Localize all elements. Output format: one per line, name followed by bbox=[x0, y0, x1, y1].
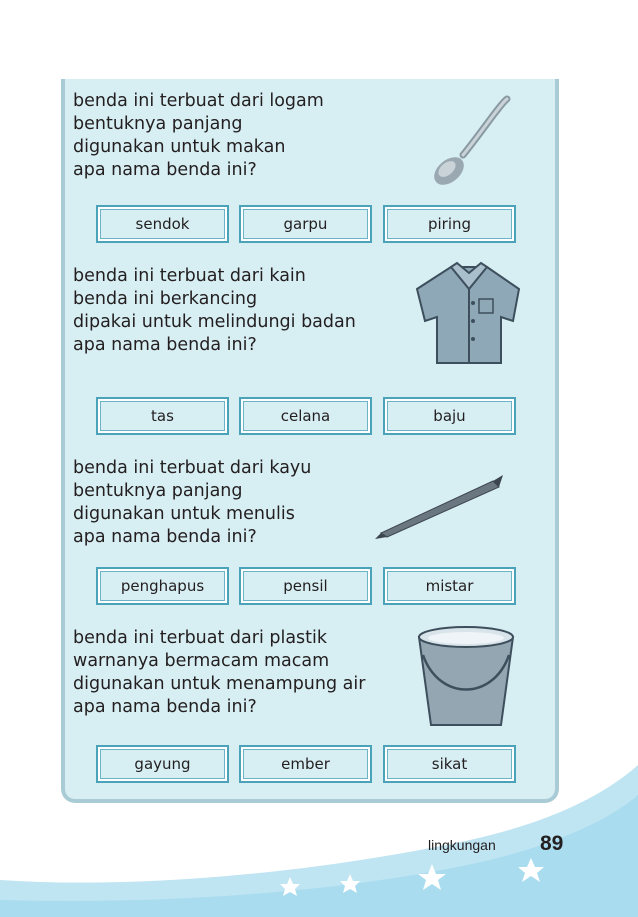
bucket-image bbox=[409, 621, 524, 731]
option-pensil[interactable]: pensil bbox=[239, 567, 372, 605]
option-ember[interactable]: ember bbox=[239, 745, 372, 783]
option-tas[interactable]: tas bbox=[96, 397, 229, 435]
question-1-text bbox=[73, 90, 393, 182]
spoon-image bbox=[425, 93, 525, 193]
question-3-text bbox=[73, 457, 393, 549]
question-line: digunakan untuk menulis bbox=[73, 504, 295, 524]
question-line: benda ini berkancing bbox=[73, 289, 258, 309]
question-line: dipakai untuk melindungi badan bbox=[73, 312, 356, 332]
footer-section-label: lingkungan bbox=[428, 837, 496, 853]
question-line: digunakan untuk menampung air bbox=[73, 674, 366, 694]
question-3-options bbox=[96, 567, 536, 605]
question-line: benda ini terbuat dari kayu bbox=[73, 458, 312, 478]
question-line: apa nama benda ini? bbox=[73, 527, 257, 547]
option-gayung[interactable]: gayung bbox=[96, 745, 229, 783]
option-baju[interactable]: baju bbox=[383, 397, 516, 435]
option-sendok[interactable]: sendok bbox=[96, 205, 229, 243]
question-2-options bbox=[96, 397, 536, 435]
question-line: bentuknya panjang bbox=[73, 481, 243, 501]
question-line: digunakan untuk makan bbox=[73, 137, 286, 157]
question-1-options bbox=[96, 205, 536, 243]
option-penghapus[interactable]: penghapus bbox=[96, 567, 229, 605]
question-line: benda ini terbuat dari kain bbox=[73, 266, 306, 286]
question-4-text bbox=[73, 627, 393, 719]
page-number: 89 bbox=[540, 832, 564, 855]
question-line: warnanya bermacam macam bbox=[73, 651, 330, 671]
question-line: benda ini terbuat dari logam bbox=[73, 91, 324, 111]
pencil-image bbox=[373, 471, 508, 541]
question-line: bentuknya panjang bbox=[73, 114, 243, 134]
question-line: apa nama benda ini? bbox=[73, 160, 257, 180]
option-sikat[interactable]: sikat bbox=[383, 745, 516, 783]
question-line: apa nama benda ini? bbox=[73, 335, 257, 355]
quiz-panel bbox=[61, 79, 559, 803]
option-celana[interactable]: celana bbox=[239, 397, 372, 435]
option-mistar[interactable]: mistar bbox=[383, 567, 516, 605]
option-piring[interactable]: piring bbox=[383, 205, 516, 243]
question-line: benda ini terbuat dari plastik bbox=[73, 628, 328, 648]
option-garpu[interactable]: garpu bbox=[239, 205, 372, 243]
shirt-image bbox=[409, 259, 529, 369]
question-4-options bbox=[96, 745, 536, 783]
question-2-text bbox=[73, 265, 393, 357]
question-line: apa nama benda ini? bbox=[73, 697, 257, 717]
